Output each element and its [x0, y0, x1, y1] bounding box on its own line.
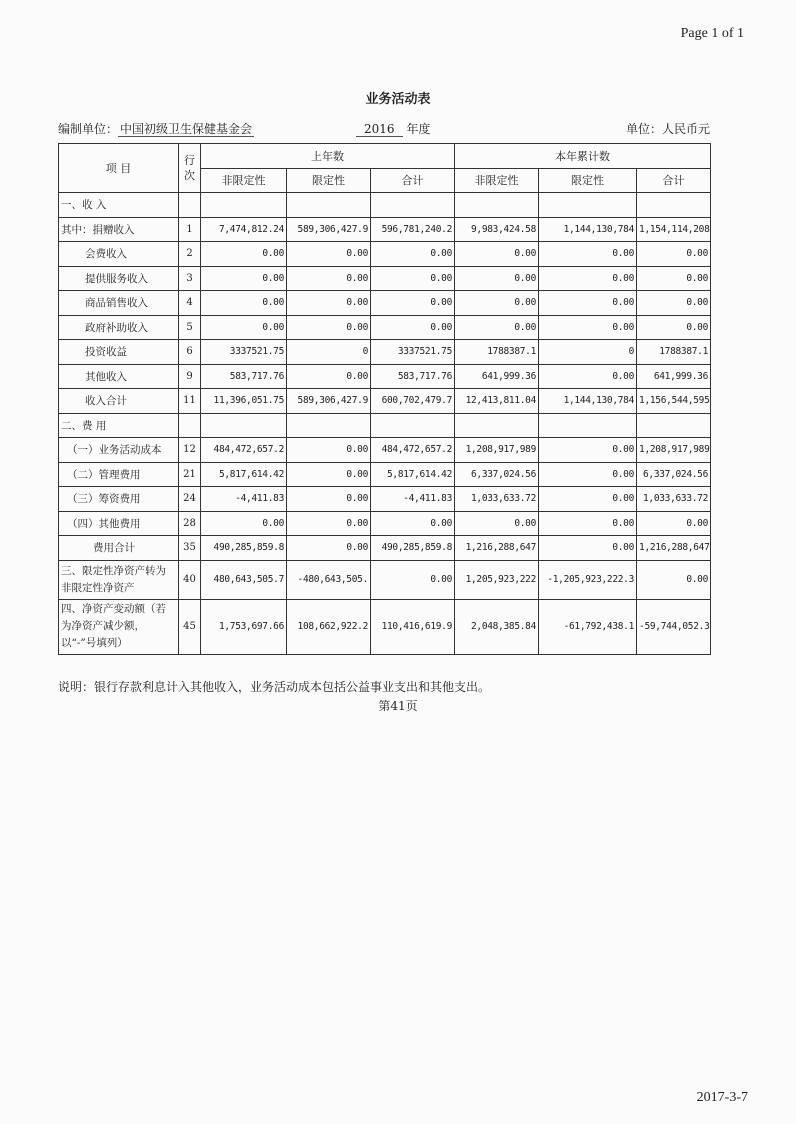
row-number: 6 [179, 340, 201, 365]
row-label: 会费收入 [59, 242, 179, 267]
row-number: 5 [179, 315, 201, 340]
value-cell: 0.00 [371, 511, 455, 536]
value-cell: 0.00 [637, 511, 711, 536]
row-number: 11 [179, 389, 201, 414]
value-cell: 12,413,811.04 [455, 389, 539, 414]
row-number: 2 [179, 242, 201, 267]
value-cell: 0.00 [371, 242, 455, 267]
value-cell: 0.00 [287, 462, 371, 487]
table-row [59, 315, 711, 340]
value-cell: 0.00 [201, 511, 287, 536]
value-cell: 110,416,619.9 [371, 599, 455, 654]
value-cell [201, 413, 287, 438]
value-cell: 0.00 [287, 242, 371, 267]
value-cell: -4,411.83 [371, 487, 455, 512]
table-row [59, 242, 711, 267]
table-row [59, 462, 711, 487]
value-cell [455, 413, 539, 438]
value-cell: 0.00 [287, 266, 371, 291]
table-row [59, 193, 711, 218]
value-cell: 0.00 [455, 266, 539, 291]
row-label: 政府补助收入 [59, 315, 179, 340]
value-cell: 1,205,923,222 [455, 560, 539, 599]
value-cell: 0.00 [201, 266, 287, 291]
row-number: 12 [179, 438, 201, 463]
table-row [59, 536, 711, 561]
value-cell: 0.00 [637, 242, 711, 267]
value-cell: 0.00 [637, 291, 711, 316]
value-cell: 0.00 [539, 487, 637, 512]
value-cell: 490,285,859.8 [201, 536, 287, 561]
value-cell: 108,662,922.2 [287, 599, 371, 654]
value-cell: -59,744,052.3 [637, 599, 711, 654]
value-cell: 1,208,917,989 [637, 438, 711, 463]
value-cell: 0 [539, 340, 637, 365]
value-cell [201, 193, 287, 218]
value-cell: 2,048,385.84 [455, 599, 539, 654]
value-cell: 1788387.1 [637, 340, 711, 365]
value-cell: 484,472,657.2 [371, 438, 455, 463]
value-cell: 0.00 [287, 487, 371, 512]
value-cell: 1,154,114,208 [637, 217, 711, 242]
value-cell [371, 193, 455, 218]
value-cell: -1,205,923,222.3 [539, 560, 637, 599]
value-cell: 0.00 [371, 266, 455, 291]
header-row-no: 行次 [179, 144, 201, 193]
value-cell: 0.00 [539, 242, 637, 267]
org-value: 中国初级卫生保健基金会 [120, 122, 253, 136]
table-row [59, 438, 711, 463]
value-cell [539, 413, 637, 438]
value-cell: 583,717.76 [371, 364, 455, 389]
footnote: 说明：银行存款利息计入其他收入，业务活动成本包括公益事业支出和其他支出。 [58, 680, 491, 694]
value-cell: 0.00 [637, 315, 711, 340]
value-cell: 0.00 [637, 560, 711, 599]
value-cell [637, 413, 711, 438]
value-cell: 0.00 [201, 291, 287, 316]
value-cell [637, 193, 711, 218]
row-label: （三）筹资费用 [59, 487, 179, 512]
header-prev-unrestricted: 非限定性 [201, 168, 287, 193]
value-cell: 1,033,633.72 [637, 487, 711, 512]
value-cell: 0.00 [287, 364, 371, 389]
row-label: 其中：捐赠收入 [59, 217, 179, 242]
page-count-label: Page 1 of 1 [680, 26, 744, 41]
row-label: 三、限定性净资产转为非限定性净资产 [59, 560, 179, 599]
page-number: 第41页 [378, 699, 418, 713]
row-number [179, 413, 201, 438]
value-cell: 600,702,479.7 [371, 389, 455, 414]
value-cell: -4,411.83 [201, 487, 287, 512]
row-number: 40 [179, 560, 201, 599]
value-cell: 1,156,544,595 [637, 389, 711, 414]
org-line [58, 120, 254, 137]
table-row [59, 487, 711, 512]
value-cell: 1,144,130,784 [539, 389, 637, 414]
value-cell: 1788387.1 [455, 340, 539, 365]
value-cell: 0.00 [539, 291, 637, 316]
table-row [59, 291, 711, 316]
value-cell: 0.00 [539, 438, 637, 463]
value-cell: 589,306,427.9 [287, 217, 371, 242]
row-number: 3 [179, 266, 201, 291]
table-row [59, 389, 711, 414]
row-number: 24 [179, 487, 201, 512]
value-cell: 5,817,614.42 [371, 462, 455, 487]
value-cell [539, 193, 637, 218]
row-label: （一）业务活动成本 [59, 438, 179, 463]
value-cell: 7,474,812.24 [201, 217, 287, 242]
value-cell: 0.00 [371, 291, 455, 316]
row-number [179, 193, 201, 218]
row-label: 其他收入 [59, 364, 179, 389]
value-cell: 0.00 [287, 511, 371, 536]
year-line [356, 120, 430, 137]
value-cell [371, 413, 455, 438]
header-prev-restricted: 限定性 [287, 168, 371, 193]
value-cell: 0 [287, 340, 371, 365]
value-cell: 0.00 [371, 560, 455, 599]
value-cell: 641,999.36 [455, 364, 539, 389]
value-cell: 0.00 [455, 511, 539, 536]
value-cell: 0.00 [539, 462, 637, 487]
row-number: 9 [179, 364, 201, 389]
business-activity-table [58, 143, 711, 655]
value-cell: 0.00 [539, 266, 637, 291]
row-label: 提供服务收入 [59, 266, 179, 291]
header-item: 项 目 [59, 144, 179, 193]
year-suffix: 年度 [406, 122, 431, 136]
row-number: 21 [179, 462, 201, 487]
row-label: 二、费 用 [59, 413, 179, 438]
row-label: 四、净资产变动额（若为净资产减少额，以“-”号填列） [59, 599, 179, 654]
value-cell: 490,285,859.8 [371, 536, 455, 561]
value-cell: 0.00 [287, 315, 371, 340]
value-cell: 589,306,427.9 [287, 389, 371, 414]
value-cell: 3337521.75 [371, 340, 455, 365]
row-label: 一、收 入 [59, 193, 179, 218]
value-cell: 596,781,240.2 [371, 217, 455, 242]
header-cur-unrestricted: 非限定性 [455, 168, 539, 193]
table-row [59, 340, 711, 365]
value-cell: 6,337,024.56 [455, 462, 539, 487]
value-cell: 0.00 [287, 438, 371, 463]
table-row [59, 560, 711, 599]
value-cell: 0.00 [371, 315, 455, 340]
date-stamp: 2017-3-7 [696, 1090, 748, 1105]
value-cell: 0.00 [539, 315, 637, 340]
value-cell: 1,753,697.66 [201, 599, 287, 654]
row-label: 收入合计 [59, 389, 179, 414]
row-label: 投资收益 [59, 340, 179, 365]
row-label: （二）管理费用 [59, 462, 179, 487]
row-number: 35 [179, 536, 201, 561]
header-cur-total: 合计 [637, 168, 711, 193]
header-cur-restricted: 限定性 [539, 168, 637, 193]
value-cell: 0.00 [455, 315, 539, 340]
value-cell: 0.00 [287, 536, 371, 561]
value-cell: 583,717.76 [201, 364, 287, 389]
row-number: 1 [179, 217, 201, 242]
table-row [59, 364, 711, 389]
value-cell [455, 193, 539, 218]
year-value: 2016 [356, 122, 403, 137]
value-cell: -61,792,438.1 [539, 599, 637, 654]
value-cell: -480,643,505. [287, 560, 371, 599]
value-cell: 0.00 [539, 364, 637, 389]
value-cell: 0.00 [201, 242, 287, 267]
header-current-cum: 本年累计数 [455, 144, 711, 169]
value-cell: 0.00 [201, 315, 287, 340]
document-title: 业务活动表 [365, 92, 431, 107]
value-cell: 5,817,614.42 [201, 462, 287, 487]
org-label: 编制单位： [58, 122, 119, 136]
row-label: 费用合计 [59, 536, 179, 561]
value-cell: 0.00 [539, 511, 637, 536]
value-cell [287, 193, 371, 218]
row-number: 28 [179, 511, 201, 536]
table-row [59, 217, 711, 242]
row-number: 4 [179, 291, 201, 316]
row-number: 45 [179, 599, 201, 654]
table-row [59, 599, 711, 654]
value-cell: 1,216,288,647 [637, 536, 711, 561]
value-cell: 480,643,505.7 [201, 560, 287, 599]
value-cell: 1,033,633.72 [455, 487, 539, 512]
row-label: （四）其他费用 [59, 511, 179, 536]
value-cell: 0.00 [455, 242, 539, 267]
value-cell: 11,396,051.75 [201, 389, 287, 414]
value-cell [287, 413, 371, 438]
header-prev-year: 上年数 [201, 144, 455, 169]
currency-unit: 单位：人民币元 [625, 122, 710, 136]
value-cell: 6,337,024.56 [637, 462, 711, 487]
table-row [59, 511, 711, 536]
row-label: 商品销售收入 [59, 291, 179, 316]
value-cell: 484,472,657.2 [201, 438, 287, 463]
table-row [59, 413, 711, 438]
header-prev-total: 合计 [371, 168, 455, 193]
table-row [59, 266, 711, 291]
value-cell: 1,144,130,784 [539, 217, 637, 242]
value-cell: 1,216,288,647 [455, 536, 539, 561]
value-cell: 641,999.36 [637, 364, 711, 389]
value-cell: 0.00 [287, 291, 371, 316]
value-cell: 0.00 [637, 266, 711, 291]
value-cell: 0.00 [539, 536, 637, 561]
value-cell: 9,983,424.58 [455, 217, 539, 242]
value-cell: 3337521.75 [201, 340, 287, 365]
value-cell: 0.00 [455, 291, 539, 316]
value-cell: 1,208,917,989 [455, 438, 539, 463]
